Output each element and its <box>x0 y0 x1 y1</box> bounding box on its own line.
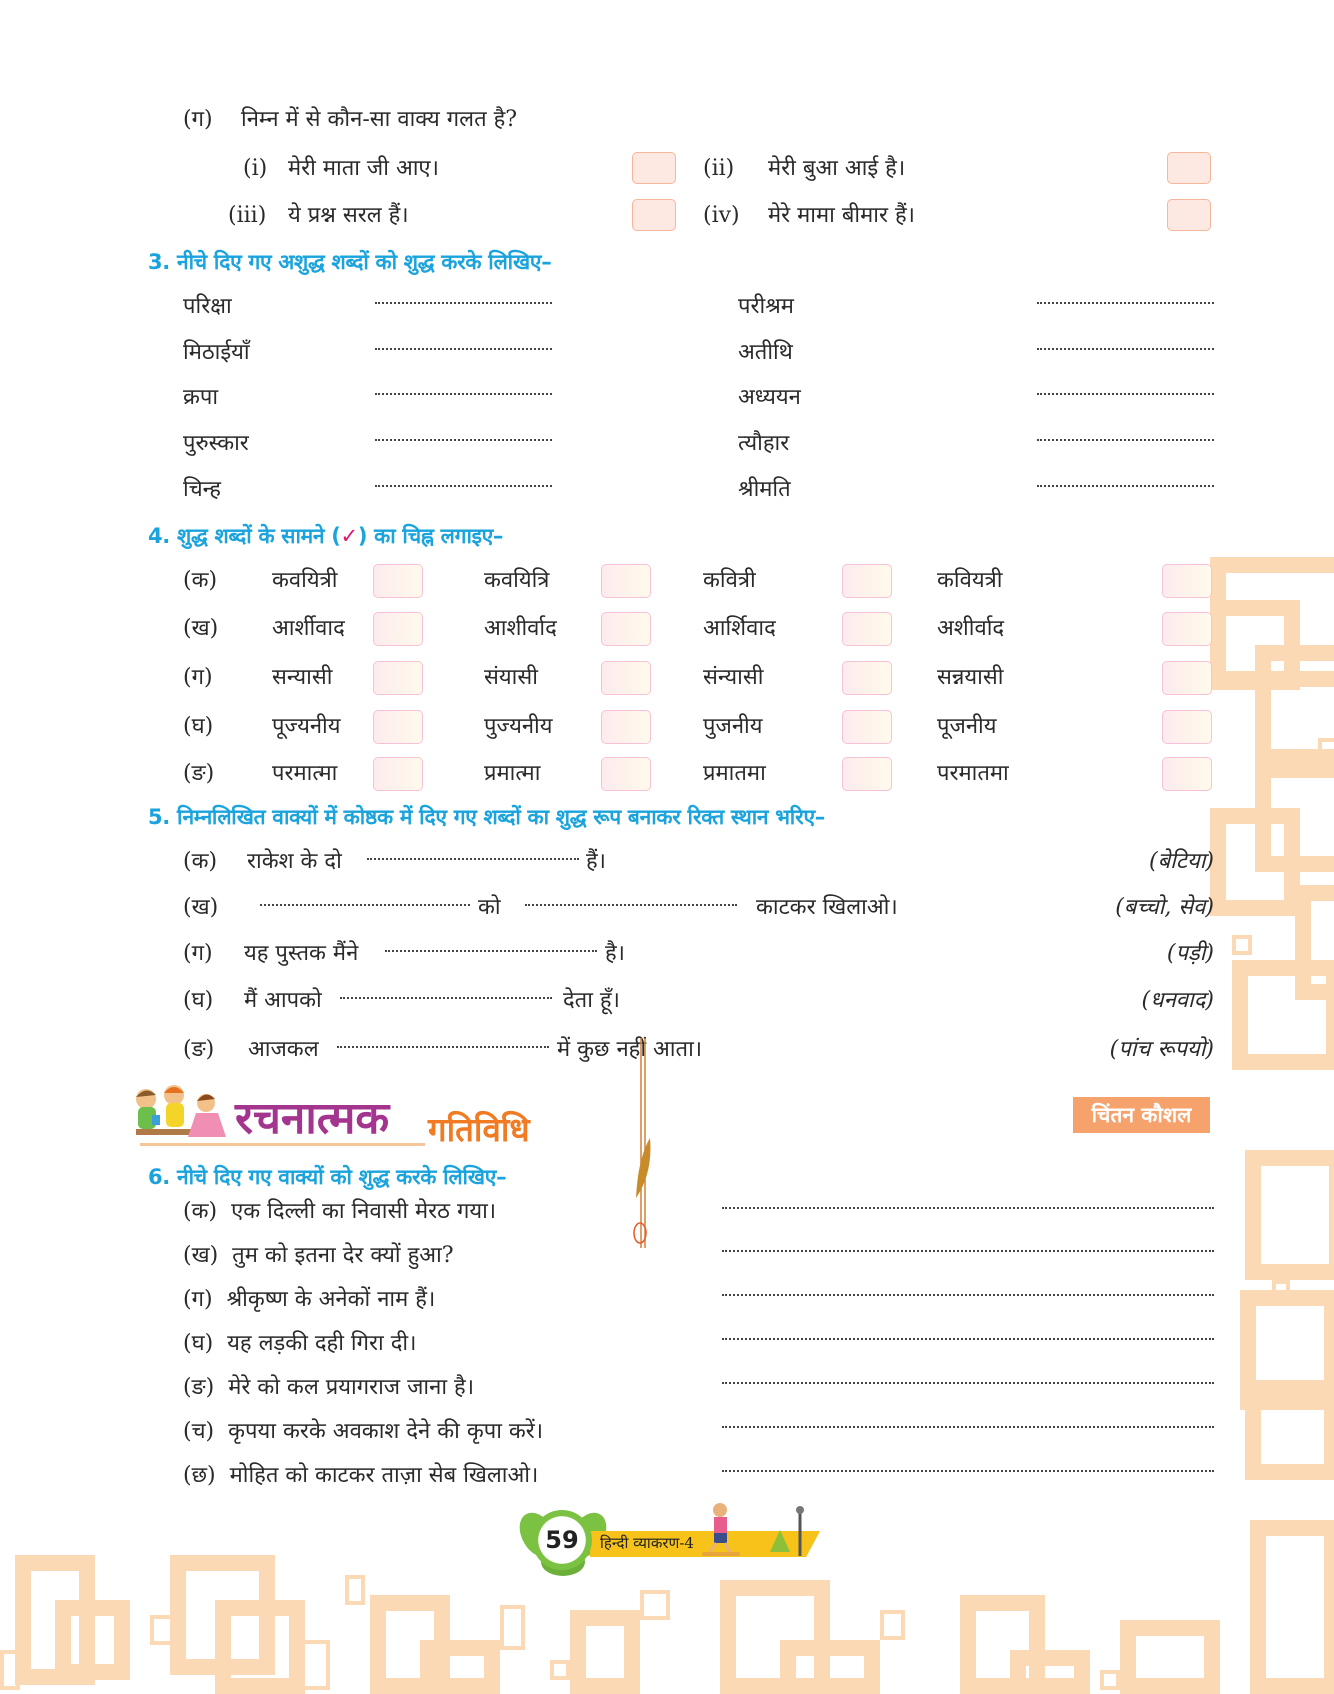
q3-word: परिक्षा <box>183 294 232 319</box>
q6-row-text: यह लड़की दही गिरा दी। <box>227 1331 417 1356</box>
q5-blank[interactable] <box>340 997 552 999</box>
q4-word: संयासी <box>484 665 538 690</box>
banner-title-sub: गतिविधि <box>428 1110 530 1149</box>
q6-row <box>183 1330 416 1358</box>
children-reading-illustration <box>126 1085 231 1145</box>
q4-word: कवयित्रि <box>484 568 550 593</box>
decor-square <box>1245 1380 1334 1480</box>
q5-text: काटकर खिलाओ। <box>756 895 898 920</box>
q4-word: पुजनीय <box>703 714 763 739</box>
q6-row-label: (घ) <box>183 1331 214 1356</box>
q4-word: आर्शिवाद <box>703 616 776 641</box>
page-number: 59 <box>532 1510 592 1570</box>
decor-square <box>570 1610 640 1694</box>
q6-row-text: मोहित को काटकर ताज़ा सेब खिलाओ। <box>229 1463 539 1488</box>
q3-answer-line[interactable] <box>375 348 552 350</box>
q4-row-label: (घ) <box>183 714 214 739</box>
q5-text: मैं आपको <box>244 988 322 1013</box>
q6-row-text: श्रीकृष्ण के अनेकों नाम हैं। <box>226 1287 436 1312</box>
decor-square <box>1210 808 1300 916</box>
q4-word: कवियत्री <box>937 568 1003 593</box>
decor-square <box>780 1640 880 1694</box>
skill-tag: चिंतन कौशल <box>1073 1097 1210 1133</box>
q6-row-label: (क) <box>183 1199 218 1224</box>
q4-row-label: (ग) <box>183 665 213 690</box>
q6-answer-line[interactable] <box>722 1207 1214 1209</box>
q6-heading: 6. नीचे दिए गए वाक्यों को शुद्ध करके लिखिए– <box>148 1165 507 1189</box>
q3-answer-line[interactable] <box>375 485 552 487</box>
q6-answer-line[interactable] <box>722 1338 1214 1340</box>
q4-word: पुज्यनीय <box>484 714 553 739</box>
q5-row-label: (क) <box>183 849 218 874</box>
q4-word: प्रमात्मा <box>484 761 541 786</box>
q6-row-label: (ङ) <box>183 1375 215 1400</box>
q5-text: है। <box>605 941 626 966</box>
decor-square <box>420 1640 500 1694</box>
q5-blank[interactable] <box>367 858 579 860</box>
decor-square <box>1318 738 1334 758</box>
banner-title-main: रचनात्मक <box>235 1093 390 1144</box>
decor-square <box>1010 1650 1090 1694</box>
answer-box[interactable] <box>632 152 676 184</box>
tick-box[interactable] <box>601 757 651 791</box>
q4-heading-post: ) का चिह्न लगाइए– <box>357 524 504 548</box>
q5-text: आजकल <box>248 1037 319 1062</box>
feather-divider-icon <box>628 1038 658 1248</box>
q5-hint: (बेटिया) <box>1149 849 1214 874</box>
tick-box[interactable] <box>601 564 651 598</box>
tick-box[interactable] <box>373 710 423 744</box>
q4-word: कवयित्री <box>272 568 338 593</box>
tick-box[interactable] <box>373 757 423 791</box>
q6-row-label: (च) <box>183 1419 215 1444</box>
q4-word: प्रमातमा <box>703 761 766 786</box>
q5-blank[interactable] <box>525 904 737 906</box>
skateboard-boy-illustration <box>700 1502 810 1560</box>
decor-square <box>640 1590 670 1620</box>
q5-hint: (पांच रूपयो) <box>1109 1037 1214 1062</box>
book-title: हिन्दी व्याकरण-4 <box>600 1534 694 1552</box>
q3-word: श्रीमति <box>738 477 791 502</box>
q4-word: सन्यासी <box>272 665 333 690</box>
q2g-option-text: मेरे मामा बीमार हैं। <box>768 203 915 228</box>
q3-word: परीश्रम <box>738 294 794 319</box>
q6-row-label: (ख) <box>183 1243 219 1268</box>
tick-box[interactable] <box>373 661 423 695</box>
tick-box[interactable] <box>842 661 892 695</box>
decor-square <box>1120 1620 1220 1694</box>
q4-row-label: (ङ) <box>183 761 215 786</box>
q4-word: कवित्री <box>703 568 756 593</box>
q2g-label: (ग) <box>183 107 213 132</box>
q3-answer-line[interactable] <box>1037 302 1214 304</box>
q2g-option-text: मेरी माता जी आए। <box>288 156 439 181</box>
q2g-option-num: (i) <box>243 156 268 181</box>
q3-answer-line[interactable] <box>1037 439 1214 441</box>
q5-text: में कुछ नहीं आता। <box>557 1037 703 1062</box>
decor-square <box>1250 1520 1334 1694</box>
tick-box[interactable] <box>601 612 651 646</box>
q5-row-label: (ख) <box>183 895 219 920</box>
q4-word: परमात्मा <box>272 761 338 786</box>
q5-blank[interactable] <box>260 904 470 906</box>
tick-box[interactable] <box>842 757 892 791</box>
q6-row <box>183 1242 454 1270</box>
q2g-option-num: (ii) <box>703 156 735 181</box>
q5-hint: (धनवाद) <box>1141 988 1214 1013</box>
decor-square <box>1245 1150 1334 1280</box>
tick-box[interactable] <box>842 564 892 598</box>
answer-box[interactable] <box>632 199 676 231</box>
tick-box[interactable] <box>1162 612 1212 646</box>
q3-answer-line[interactable] <box>1037 485 1214 487</box>
q6-row <box>183 1418 543 1446</box>
q3-word: चिन्ह <box>183 477 221 502</box>
q2g-option-text: ये प्रश्न सरल हैं। <box>288 203 409 228</box>
decor-square <box>150 1615 175 1645</box>
q3-answer-line[interactable] <box>375 302 552 304</box>
q3-answer-line[interactable] <box>375 439 552 441</box>
q6-answer-line[interactable] <box>722 1426 1214 1428</box>
q4-word: अशीर्वाद <box>937 616 1005 641</box>
tick-box[interactable] <box>373 564 423 598</box>
q4-word: पूजनीय <box>937 714 997 739</box>
q3-word: पुरुस्कार <box>183 431 249 456</box>
q3-answer-line[interactable] <box>1037 348 1214 350</box>
q3-word: त्यौहार <box>738 431 790 456</box>
q6-row-text: मेरे को कल प्रयागराज जाना है। <box>228 1375 475 1400</box>
check-mark-icon: ✓ <box>340 524 358 548</box>
q4-row-label: (क) <box>183 568 218 593</box>
q2g-option-text: मेरी बुआ आई है। <box>768 156 906 181</box>
q5-text: यह पुस्तक मैंने <box>244 941 359 966</box>
decor-square <box>550 1660 570 1680</box>
q6-row-label: (छ) <box>183 1463 216 1488</box>
decor-square <box>215 1600 305 1694</box>
q4-word: आर्शीवाद <box>272 616 345 641</box>
q6-row <box>183 1286 435 1314</box>
q5-text: राकेश के दो <box>247 849 342 874</box>
q3-heading: 3. नीचे दिए गए अशुद्ध शब्दों को शुद्ध करके लिखिए– <box>148 250 552 274</box>
q5-text: देता हूँ। <box>563 988 620 1013</box>
q3-word: अतीथि <box>738 340 793 365</box>
answer-box[interactable] <box>1167 152 1211 184</box>
q6-answer-line[interactable] <box>722 1250 1214 1252</box>
q5-row-label: (घ) <box>183 988 214 1013</box>
q3-answer-line[interactable] <box>1037 393 1214 395</box>
q2g-option-num: (iii) <box>228 203 267 228</box>
q3-answer-line[interactable] <box>375 393 552 395</box>
tick-box[interactable] <box>1162 564 1212 598</box>
q6-row-text: तुम को इतना देर क्यों हुआ? <box>232 1243 454 1268</box>
q4-word: आशीर्वाद <box>484 616 557 641</box>
q5-row-label: (ग) <box>183 941 213 966</box>
tick-box[interactable] <box>373 612 423 646</box>
q5-heading: 5. निम्नलिखित वाक्यों में कोष्ठक में दिए गए शब्दों का शुद्ध रूप बनाकर रिक्त स्थान भरिए– <box>148 805 825 829</box>
q2g-question: निम्न में से कौन-सा वाक्य गलत है? <box>241 107 518 132</box>
decor-square <box>880 1610 905 1640</box>
decor-square <box>55 1600 130 1680</box>
q4-heading <box>148 522 503 550</box>
q5-blank[interactable] <box>385 950 597 952</box>
q6-row <box>183 1374 474 1402</box>
tick-box[interactable] <box>601 710 651 744</box>
decor-square <box>345 1575 365 1605</box>
decor-square <box>1232 935 1252 955</box>
q5-blank[interactable] <box>337 1046 549 1048</box>
q6-answer-line[interactable] <box>722 1294 1214 1296</box>
q5-hint: (पड़ी) <box>1166 941 1214 966</box>
q2g-option-num: (iv) <box>703 203 740 228</box>
decor-square <box>500 1605 525 1650</box>
q4-word: संन्यासी <box>703 665 764 690</box>
q5-text: को <box>478 895 501 920</box>
q6-answer-line[interactable] <box>722 1382 1214 1384</box>
q3-word: क्रपा <box>183 385 219 410</box>
decor-square <box>1232 960 1334 1070</box>
tick-box[interactable] <box>1162 661 1212 695</box>
tick-box[interactable] <box>601 661 651 695</box>
q3-word: अध्ययन <box>738 385 801 410</box>
tick-box[interactable] <box>1162 757 1212 791</box>
q5-text: हैं। <box>586 849 607 874</box>
decor-square <box>0 1650 20 1690</box>
tick-box[interactable] <box>1162 710 1212 744</box>
q4-row-label: (ख) <box>183 616 219 641</box>
q4-heading-pre: 4. शुद्ध शब्दों के सामने ( <box>148 524 341 548</box>
q6-row <box>183 1198 496 1226</box>
q4-word: सन्नयासी <box>937 665 1004 690</box>
decor-square <box>300 1640 330 1690</box>
q6-row-label: (ग) <box>183 1287 213 1312</box>
q4-word: पूज्यनीय <box>272 714 341 739</box>
q5-row-label: (ङ) <box>183 1037 215 1062</box>
answer-box[interactable] <box>1167 199 1211 231</box>
q3-word: मिठाईयाँ <box>183 340 250 365</box>
q6-row-text: कृपया करके अवकाश देने की कृपा करें। <box>228 1419 544 1444</box>
q4-word: परमातमा <box>937 761 1009 786</box>
q6-answer-line[interactable] <box>722 1470 1214 1472</box>
tick-box[interactable] <box>842 612 892 646</box>
tick-box[interactable] <box>842 710 892 744</box>
q6-row-text: एक दिल्ली का निवासी मेरठ गया। <box>231 1199 497 1224</box>
decor-square <box>1100 1670 1120 1690</box>
q5-hint: (बच्चो, सेव) <box>1115 895 1214 920</box>
q6-row <box>183 1462 538 1490</box>
